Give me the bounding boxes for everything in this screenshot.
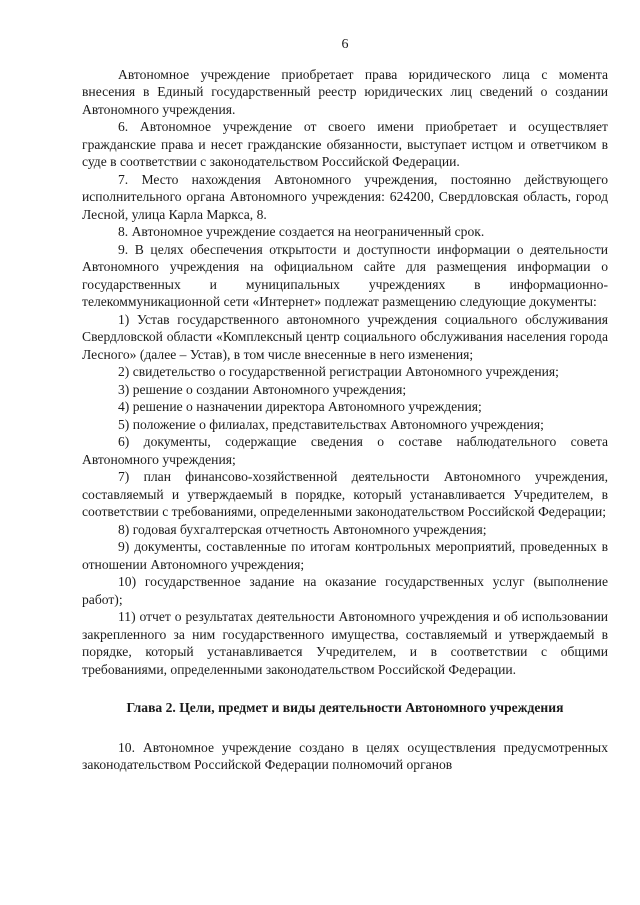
list-item: 5) положение о филиалах, представительствах Автономного учреждения; (118, 416, 544, 432)
paragraph: 6. Автономное учреждение от своего имени приобретает и осуществляет гражданские права и несет гражданские обязанности, выступает истцом и ответчиком в суде в соответствии с законодательством Российской Федерации. (82, 119, 608, 169)
list-item: 4) решение о назначении директора Автономного учреждения; (118, 399, 482, 414)
paragraph: 9. В целях обеспечения открытости и доступности информации о деятельности Автономного учреждения на официальном сайте для размещения информации о государственных и муниципальных учреждениях в информационно-телекоммуникационной сети «Интернет» подлежат размещению следующие документы: (82, 241, 608, 309)
list-item: 10) государственное задание на оказание государственных услуг (выполнение работ); (82, 574, 608, 607)
list-item: 1) Устав государственного автономного учреждения социального обслуживания Свердловской области «Комплексный центр социального обслуживания населения города Лесного» (далее – Устав), в том числе внесенные в него изменения; (82, 311, 608, 362)
list-item: 8) годовая бухгалтерская отчетность Автономного учреждения; (118, 521, 487, 537)
list-item: 11) отчет о результатах деятельности Автономного учреждения и об использовании закрепленного за ним государственного имущества, составляемый и утверждаемый в порядке, который устанавливается Учредителем, и в соответствии с общими требованиями, определенными законодательством Российской Федерации. (82, 609, 608, 677)
paragraph: 8. Автономное учреждение создается на неограниченный срок. (118, 224, 485, 239)
paragraph: 7. Место нахождения Автономного учреждения, постоянно действующего исполнительного органа Автономного учреждения: 624200, Свердловская область, город Лесной, улица Карла Маркса, 8. (82, 171, 608, 222)
page-number: 6 (341, 37, 349, 52)
list-item: 9) документы, составленные по итогам контрольных мероприятий, проведенных в отношении Автономного учреждения; (82, 539, 608, 572)
chapter-heading: Глава 2. Цели, предмет и виды деятельности Автономного учреждения (126, 700, 564, 715)
list-item: 2) свидетельство о государственной регистрации Автономного учреждения; (118, 364, 559, 379)
list-item: 7) план финансово-хозяйственной деятельности Автономного учреждения, составляемый и утверждаемый в порядке, который устанавливается Учредителем, в соответствии с требованиями, определенными законодательством Российской Федерации; (82, 469, 608, 519)
paragraph: Автономное учреждение приобретает права юридического лица с момента внесения в Единый государственный реестр юридических лиц сведений о создании Автономного учреждения. (82, 66, 608, 117)
paragraph: 10. Автономное учреждение создано в целях осуществления предусмотренных законодательством Российской Федерации полномочий органов (82, 739, 608, 772)
list-item: 6) документы, содержащие сведения о составе наблюдательного совета Автономного учреждения; (82, 434, 608, 467)
list-item: 3) решение о создании Автономного учреждения; (118, 381, 407, 397)
